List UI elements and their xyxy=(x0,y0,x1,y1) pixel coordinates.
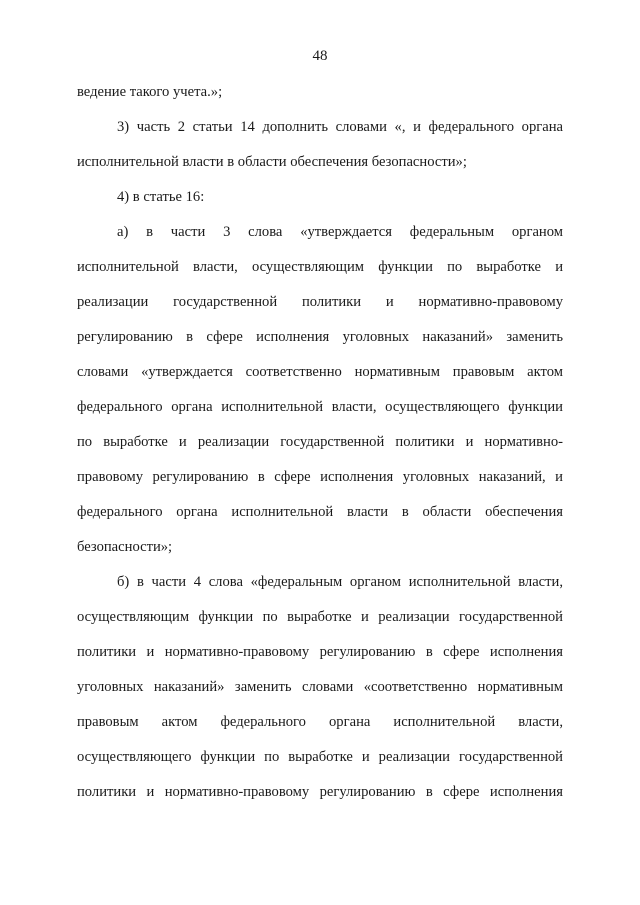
text-line-3: исполнительной власти в области обеспечения безопасности»; xyxy=(77,154,467,170)
text-line-4: 4) в статье 16: xyxy=(117,189,205,205)
text-line-15: б) в части 4 слова «федеральным органом исполнительной власти, xyxy=(117,574,563,590)
text-line-1: ведение такого учета.»; xyxy=(77,84,223,100)
text-line-20: осуществляющего функции по выработке и реализации государственной xyxy=(77,749,563,765)
text-line-11: по выработке и реализации государственной политики и нормативно- xyxy=(77,434,563,450)
text-line-21: политики и нормативно-правовому регулированию в сфере исполнения xyxy=(77,784,563,800)
text-line-12: правовому регулированию в сфере исполнения уголовных наказаний, и xyxy=(77,469,563,485)
text-line-14: безопасности»; xyxy=(77,539,173,555)
text-line-17: политики и нормативно-правовому регулированию в сфере исполнения xyxy=(77,644,563,660)
text-line-7: реализации государственной политики и нормативно-правовому xyxy=(77,294,563,310)
text-line-18: уголовных наказаний» заменить словами «соответственно нормативным xyxy=(77,679,563,695)
page-number: 48 xyxy=(312,48,328,64)
text-line-9: словами «утверждается соответственно нормативным правовым актом xyxy=(77,364,563,380)
text-line-19: правовым актом федерального органа исполнительной власти, xyxy=(77,714,563,730)
text-line-5: а) в части 3 слова «утверждается федеральным органом xyxy=(117,224,563,240)
text-line-6: исполнительной власти, осуществляющим функции по выработке и xyxy=(77,259,563,275)
text-line-2: 3) часть 2 статьи 14 дополнить словами «, и федерального органа xyxy=(117,119,563,135)
text-line-13: федерального органа исполнительной власти в области обеспечения xyxy=(77,504,563,520)
text-line-16: осуществляющим функции по выработке и реализации государственной xyxy=(77,609,563,625)
text-line-8: регулированию в сфере исполнения уголовных наказаний» заменить xyxy=(77,329,563,345)
text-line-10: федерального органа исполнительной власти, осуществляющего функции xyxy=(77,399,563,415)
